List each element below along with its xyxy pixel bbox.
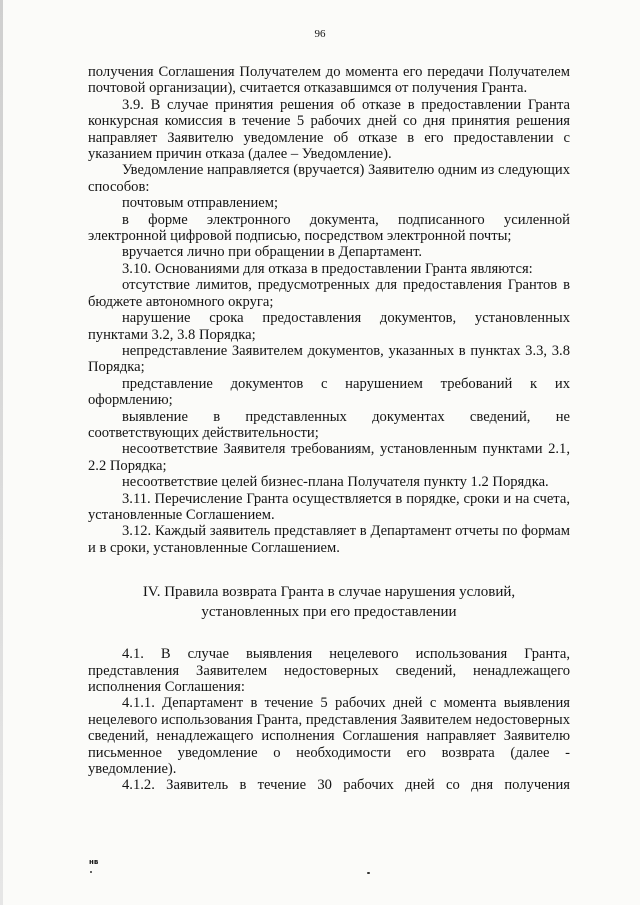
list-item: в форме электронного документа, подписанного усиленной электронной цифровой подписью, посредством электронной почты; xyxy=(88,211,570,245)
paragraph: 4.1. В случае выявления нецелевого использования Гранта, представления Заявителем недостоверных сведений, ненадлежащего исполнения Соглашения: xyxy=(88,646,570,695)
document-body xyxy=(88,64,570,794)
list-item: нарушение срока предоставления документов, установленных пунктами 3.2, 3.8 Порядка; xyxy=(88,310,570,343)
section-heading xyxy=(88,582,570,622)
paragraph: получения Соглашения Получателем до момента его передачи Получателем почтовой организации), считается отказавшимся от получения Гранта. xyxy=(88,64,570,97)
paragraph: 3.11. Перечисление Гранта осуществляется в порядке, сроки и на счета, установленные Соглашением. xyxy=(88,490,570,523)
list-item: вручается лично при обращении в Департамент. xyxy=(122,244,423,261)
paragraph: 3.12. Каждый заявитель представляет в Департамент отчеты по формам и в сроки, установленные Соглашением. xyxy=(88,523,570,556)
list-item: отсутствие лимитов, предусмотренных для предоставления Грантов в бюджете автономного округа; xyxy=(88,277,570,310)
footer-mark: нв xyxy=(89,858,99,866)
list-item: непредставление Заявителем документов, указанных в пунктах 3.3, 3.8 Порядка; xyxy=(88,342,570,376)
paragraph: 3.9. В случае принятия решения об отказе в предоставлении Гранта конкурсная комиссия в течение 5 рабочих дней со дня принятия решения направляет Заявителю уведомление об отказе в его предоставлении с указанием причин отказа (далее – Уведомление). xyxy=(88,96,570,163)
scan-edge xyxy=(0,0,3,905)
list-item: выявление в представленных документах сведений, не соответствующих действительности; xyxy=(88,408,570,441)
paragraph: 3.10. Основаниями для отказа в предоставлении Гранта являются: xyxy=(122,260,533,277)
scan-speck xyxy=(367,872,370,874)
scan-speck xyxy=(90,871,92,873)
section-heading-line: установленных при его предоставлении xyxy=(201,604,457,621)
list-item: несоответствие Заявителя требованиям, установленным пунктами 2.1, 2.2 Порядка; xyxy=(88,441,570,474)
list-item: несоответствие целей бизнес-плана Получателя пункту 1.2 Порядка. xyxy=(122,474,549,491)
list-item: почтовым отправлением; xyxy=(122,195,279,212)
section-heading-line: IV. Правила возврата Гранта в случае нарушения условий, xyxy=(142,584,516,601)
list-item: представление документов с нарушением требований к их оформлению; xyxy=(88,375,570,409)
paragraph: 4.1.2. Заявитель в течение 30 рабочих дней со дня получения xyxy=(122,777,570,794)
page-number: 96 xyxy=(314,28,326,40)
paragraph: 4.1.1. Департамент в течение 5 рабочих дней с момента выявления нецелевого использования Гранта, представления Заявителем недостоверных сведений, ненадлежащего исполнения Соглашения направляет Заявителю письменное уведомление о необходимости его возврата (далее - уведомление). xyxy=(88,695,570,778)
paragraph: Уведомление направляется (вручается) Заявителю одним из следующих способов: xyxy=(88,162,570,195)
